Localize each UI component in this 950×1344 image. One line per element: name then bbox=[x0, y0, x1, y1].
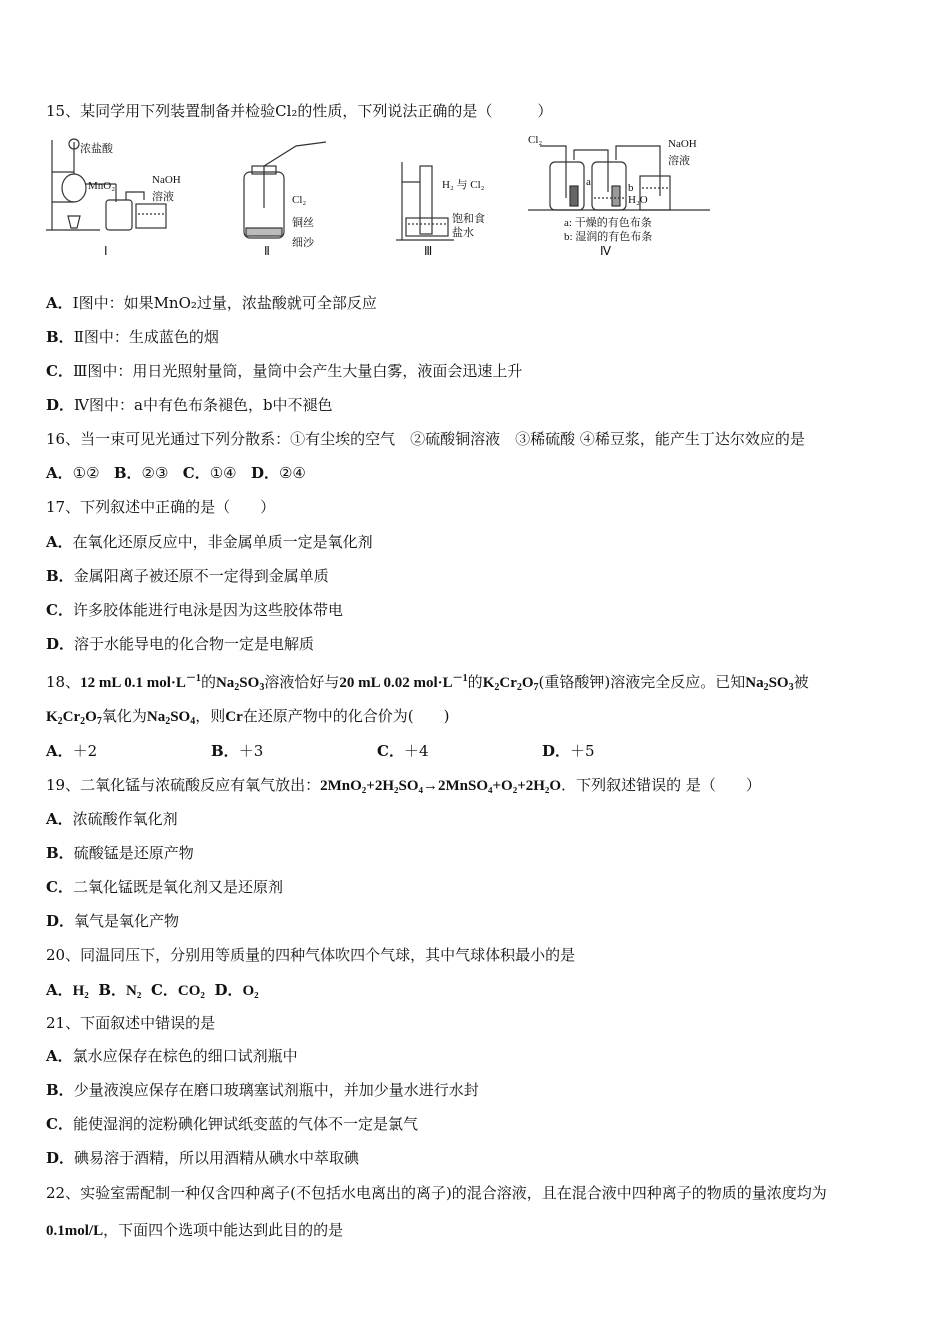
figure-IV-label-cl2: Cl₂ bbox=[528, 134, 543, 146]
figure-IV-label-naoh: NaOH bbox=[668, 138, 697, 150]
figure-II-apparatus-svg bbox=[236, 132, 346, 262]
q15-stem: 15、某同学用下列装置制备并检验Cl₂的性质，下列说法正确的是（ ） bbox=[46, 102, 553, 120]
figure-III-number: Ⅲ bbox=[424, 244, 433, 258]
figure-I-label-naoh: NaOH bbox=[152, 174, 181, 186]
figure-II-label-cl2: Cl₂ bbox=[292, 194, 307, 206]
figure-III bbox=[394, 132, 514, 262]
q18-stem-line1: 18、12 mL 0.1 $mol\cdot L^{-1}$的$Na_2SO_3$溶液恰好与20 mL 0.02 $mol\cdot L^{-1}$的$K_2Cr_2O_7$(重铬酸钾)溶液完全反应。已知$Na_2SO_3$被 bbox=[46, 673, 809, 693]
figure-III-label-gases: H₂ 与 Cl₂ bbox=[442, 179, 485, 191]
q15-option-a: A．Ⅰ图中：如果MnO₂过量，浓盐酸就可全部反应 bbox=[46, 294, 377, 312]
figure-I-label-solution: 溶液 bbox=[152, 191, 174, 203]
q21-option-d: D．碘易溶于酒精，所以用酒精从碘水中萃取碘 bbox=[46, 1149, 360, 1167]
q21-stem: 21、下面叙述中错误的是 bbox=[46, 1014, 216, 1032]
q20-stem: 20、同温同压下，分别用等质量的四种气体吹四个气球，其中气球体积最小的是 bbox=[46, 946, 576, 964]
q19-option-d: D．氧气是氧化产物 bbox=[46, 912, 180, 930]
q21-option-c: C．能使湿润的淀粉碘化钾试纸变蓝的气体不一定是氯气 bbox=[46, 1115, 418, 1133]
q19-option-c: C．二氧化锰既是氧化剂又是还原剂 bbox=[46, 878, 283, 896]
q19-option-b: B．硫酸锰是还原产物 bbox=[46, 844, 194, 862]
q15-option-b: B．Ⅱ图中：生成蓝色的烟 bbox=[46, 328, 219, 346]
q18-option-d: D．＋5 bbox=[542, 742, 595, 760]
q19-option-a: A．浓硫酸作氧化剂 bbox=[46, 810, 178, 828]
q18-option-a: A．＋2 bbox=[46, 742, 98, 760]
q19-stem: 19、二氧化锰与浓硫酸反应有氧气放出：2MnO₂+2H₂SO₄→2MnSO₄+O₂+2H₂O．下列叙述错误的 是（ ） bbox=[46, 776, 761, 794]
figure-III-apparatus-svg bbox=[394, 132, 514, 262]
q17-option-c: C．许多胶体能进行电泳是因为这些胶体带电 bbox=[46, 601, 343, 619]
figure-IV-number: Ⅳ bbox=[600, 244, 612, 258]
q16-options: A．①② B．②③ C．①④ D．②④ bbox=[46, 464, 306, 482]
q22-stem-line2: 0.1mol/L，下面四个选项中能达到此目的的是 bbox=[46, 1221, 344, 1239]
q18-option-c: C．＋4 bbox=[377, 742, 429, 760]
figure-II-label-copper: 铜丝 bbox=[292, 217, 314, 229]
figure-I-label-mno2: MnO₂ bbox=[88, 180, 116, 192]
figure-III-label-brine2: 盐水 bbox=[452, 227, 474, 239]
figure-I-number: Ⅰ bbox=[104, 244, 108, 258]
figure-I-label-hcl: 浓盐酸 bbox=[80, 143, 113, 155]
q17-option-a: A．在氧化还原反应中，非金属单质一定是氧化剂 bbox=[46, 533, 373, 551]
q16-stem: 16、当一束可见光通过下列分散系：①有尘埃的空气 ②硫酸铜溶液 ③稀硫酸 ④稀豆浆，能产生丁达尔效应的是 bbox=[46, 430, 805, 448]
q22-stem-line1: 22、实验室需配制一种仅含四种离子(不包括水电离出的离子)的混合溶液，且在混合液中四种离子的物质的量浓度均为 bbox=[46, 1184, 827, 1202]
figure-II-label-sand: 细沙 bbox=[292, 237, 314, 249]
q21-option-a: A．氯水应保存在棕色的细口试剂瓶中 bbox=[46, 1047, 298, 1065]
figure-I bbox=[44, 132, 194, 262]
figure-IV-legend-a: a: 干燥的有色布条 bbox=[564, 217, 652, 229]
q17-option-b: B．金属阳离子被还原不一定得到金属单质 bbox=[46, 567, 329, 585]
figure-II-number: Ⅱ bbox=[264, 244, 270, 258]
q17-stem: 17、下列叙述中正确的是（ ） bbox=[46, 498, 276, 516]
figure-IV bbox=[524, 132, 714, 262]
q17-option-d: D．溶于水能导电的化合物一定是电解质 bbox=[46, 635, 315, 653]
figure-II bbox=[236, 132, 346, 262]
q20-options: A．H₂ B．N₂ C．CO₂ D．O₂ bbox=[46, 981, 259, 999]
figure-III-label-brine1: 饱和食 bbox=[452, 213, 485, 225]
figure-IV-label-solution: 溶液 bbox=[668, 155, 690, 167]
figure-IV-label-b: b bbox=[628, 182, 634, 194]
figure-IV-label-a: a bbox=[586, 176, 591, 188]
q21-option-b: B．少量液溴应保存在磨口玻璃塞试剂瓶中，并加少量水进行水封 bbox=[46, 1081, 479, 1099]
figure-IV-label-h2o: H₂O bbox=[628, 194, 648, 206]
q18-option-b: B．＋3 bbox=[211, 742, 264, 760]
q15-option-c: C．Ⅲ图中：用日光照射量筒，量筒中会产生大量白雾，液面会迅速上升 bbox=[46, 362, 523, 380]
figure-IV-legend-b: b: 湿润的有色布条 bbox=[564, 231, 653, 243]
q15-option-d: D．Ⅳ图中：a中有色布条褪色，b中不褪色 bbox=[46, 396, 333, 414]
q18-stem-line2: $K_2Cr_2O_7$氧化为$Na_2SO_4$，则Cr在还原产物中的化合价为( ) bbox=[46, 707, 450, 727]
q19-equation: 2MnO₂+2H₂SO₄→2MnSO₄+O₂+2H₂O bbox=[320, 778, 562, 794]
